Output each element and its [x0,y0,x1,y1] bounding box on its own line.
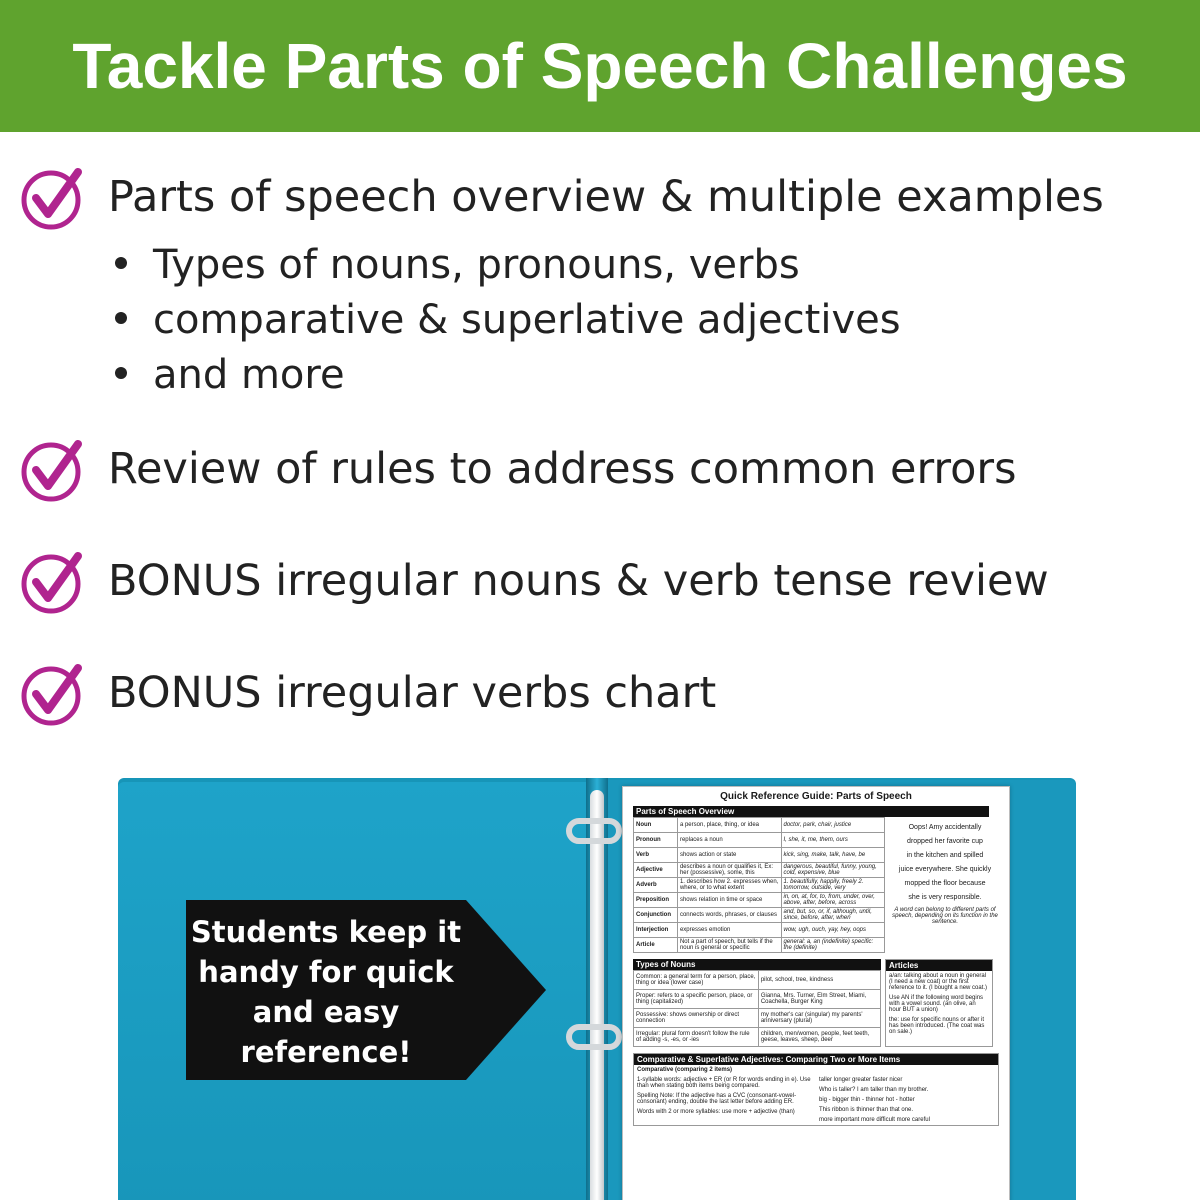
example-note: A word can belong to different parts of speech, depending on its function in the sentence. [892,907,998,925]
reference-sheet [622,786,1010,1200]
table-cell: my mother's car (singular) my parents' anniversary (plural) [758,1009,880,1028]
table-row [634,923,885,938]
table-cell: and, but, so, or, if, although, until, since, before, after, when [781,908,885,923]
table-cell: describes a noun or qualifies it, Ex: her (possessive), some, this [677,863,781,878]
table-cell: Not a part of speech, but tells if the noun is general or specific [677,938,781,953]
table-row [634,863,885,878]
compare-heading: Comparative & Superlative Adjectives: Comparing Two or More Items [634,1054,998,1065]
table-row [634,938,885,953]
example-line: she is very responsible. [908,894,982,901]
feature-text: BONUS irregular nouns & verb tense review [108,556,1049,606]
table-cell: a person, place, thing, or idea [677,818,781,833]
table-cell: in, on, at, for, to, from, under, over, above, after, before, across [781,893,885,908]
checkmark-icon [20,548,86,614]
nouns-table [633,970,881,1047]
compare-rule: Spelling Note: If the adjective has a CVC (consonant-vowel-consonant) ending, double the last letter before adding ER. [637,1093,797,1105]
feature-text: Review of rules to address common errors [108,444,1017,494]
bullet-text: Types of nouns, pronouns, verbs [153,242,800,288]
callout-line: reference! [240,1035,412,1069]
table-cell: connects words, phrases, or clauses [677,908,781,923]
bullet-icon [115,257,127,269]
table-cell: pilot, school, tree, kindness [758,971,880,990]
example-line: in the kitchen and spilled [906,852,984,859]
table-cell: Gianna, Mrs. Turner, Elm Street, Miami, Coachella, Burger King [758,990,880,1009]
binder-ring [566,1024,622,1050]
table-cell: Common: a general term for a person, place, thing or idea (lower case) [634,971,759,990]
table-row [634,908,885,923]
feature-text: Parts of speech overview & multiple examples [108,172,1104,222]
checkmark-icon [20,436,86,502]
compare-rule: Words with 2 or more syllables: use more + adjective (than) [637,1109,795,1115]
table-row [634,1009,881,1028]
compare-example: Who is taller? I am taller than my brother. [819,1087,929,1093]
table-cell: kick, sing, make, talk, have, be [781,848,885,863]
overview-table [633,817,885,953]
feature-item [20,660,716,726]
overview-heading: Parts of Speech Overview [633,806,989,817]
bullet-text: and more [153,352,345,398]
callout-line: handy for quick [198,955,454,989]
table-cell: doctor, park, chair, justice [781,818,885,833]
compare-subheading: Comparative (comparing 2 items) [637,1067,733,1073]
table-cell: Interjection [634,923,678,938]
title-banner [0,0,1200,132]
table-cell: Preposition [634,893,678,908]
table-cell: Adjective [634,863,678,878]
table-cell: Adverb [634,878,678,893]
callout-text [186,912,466,1072]
compare-example: big - bigger thin - thinner hot - hotter [819,1097,915,1103]
compare-rows [634,1075,998,1125]
example-line: Oops! Amy accidentally [908,824,982,831]
table-row [634,1028,881,1047]
compare-example: This ribbon is thinner than that one. [819,1107,914,1113]
table-cell: dangerous, beautiful, funny, young, cold, expensive, blue [781,863,885,878]
table-cell: shows action or state [677,848,781,863]
table-cell: general: a, an (indefinite) specific: the (definite) [781,938,885,953]
table-row [634,818,885,833]
articles-rule: the: use for specific nouns or after it has been introduced. (The coat was on sale.) [889,1017,985,1035]
example-line: mopped the floor because [904,880,986,887]
table-cell: shows relation in time or space [677,893,781,908]
compare-rule: 1-syllable words: adjective + ER (or R for words ending in e). Use than when stating both items being compared. [637,1077,811,1089]
table-cell: Conjunction [634,908,678,923]
table-cell: Article [634,938,678,953]
table-cell: 1. describes how 2. expresses when, where, or to what extent [677,878,781,893]
compare-examples [816,1075,998,1125]
example-line: juice everywhere. She quickly [898,866,992,873]
table-row [634,893,885,908]
comparative-section [633,1053,999,1126]
sheet-title: Quick Reference Guide: Parts of Speech [720,791,912,802]
compare-rules [634,1075,816,1125]
page-title: Tackle Parts of Speech Challenges [72,30,1128,102]
callout-arrow [186,900,546,1080]
table-cell: Verb [634,848,678,863]
example-sentences [885,817,999,953]
checkmark-icon [20,660,86,726]
table-row [634,971,881,990]
table-row [634,848,885,863]
example-line: dropped her favorite cup [907,838,983,845]
callout-line: Students keep it [190,915,462,949]
articles-heading: Articles [886,960,992,971]
feature-text: BONUS irregular verbs chart [108,668,717,718]
binder-ring [566,818,622,844]
bullet-text: comparative & superlative adjectives [153,297,901,343]
table-cell: Possessive: shows ownership or direct connection [634,1009,759,1028]
articles-rule: Use AN if the following word begins with a vowel sound. (an olive, an hour BUT a union) [889,995,984,1013]
feature-item [20,164,1104,230]
callout-line: and easy [252,995,400,1029]
nouns-articles-section [633,959,999,1047]
bullet-item [115,293,901,348]
articles-rule: a/an: talking about a noun in general (I need a new coat) or the first reference to it. (I bought a new coat.) [889,973,988,991]
table-row [634,878,885,893]
table-cell: expresses emotion [677,923,781,938]
table-cell: 1. beautifully, happily, freely 2. tomorrow, outside, very [781,878,885,893]
bullet-item [115,348,901,403]
bullet-icon [115,312,127,324]
compare-example: more important more difficult more careful [819,1117,930,1123]
table-cell: Proper: refers to a specific person, place, or thing (capitalized) [634,990,759,1009]
table-cell: children, men/women, people, feet teeth, geese, leaves, sheep, deer [758,1028,880,1047]
feature-item [20,548,1049,614]
table-cell: I, she, it, me, them, ours [781,833,885,848]
table-cell: Irregular: plural form doesn't follow the rule of adding -s, -es, or -ies [634,1028,759,1047]
binder-rail [590,790,604,1200]
table-cell: replaces a noun [677,833,781,848]
feature-sublist [115,238,901,403]
overview-section [633,817,999,953]
bullet-item [115,238,901,293]
table-row [634,833,885,848]
table-cell: Pronoun [634,833,678,848]
types-of-nouns [633,959,881,1047]
nouns-heading: Types of Nouns [633,959,881,970]
table-cell: Noun [634,818,678,833]
table-cell: wow, ugh, ouch, yay, hey, oops [781,923,885,938]
table-row [634,990,881,1009]
bullet-icon [115,367,127,379]
feature-item [20,436,1017,502]
articles-box [885,959,993,1047]
checkmark-icon [20,164,86,230]
compare-example: taller longer greater faster nicer [819,1077,903,1083]
